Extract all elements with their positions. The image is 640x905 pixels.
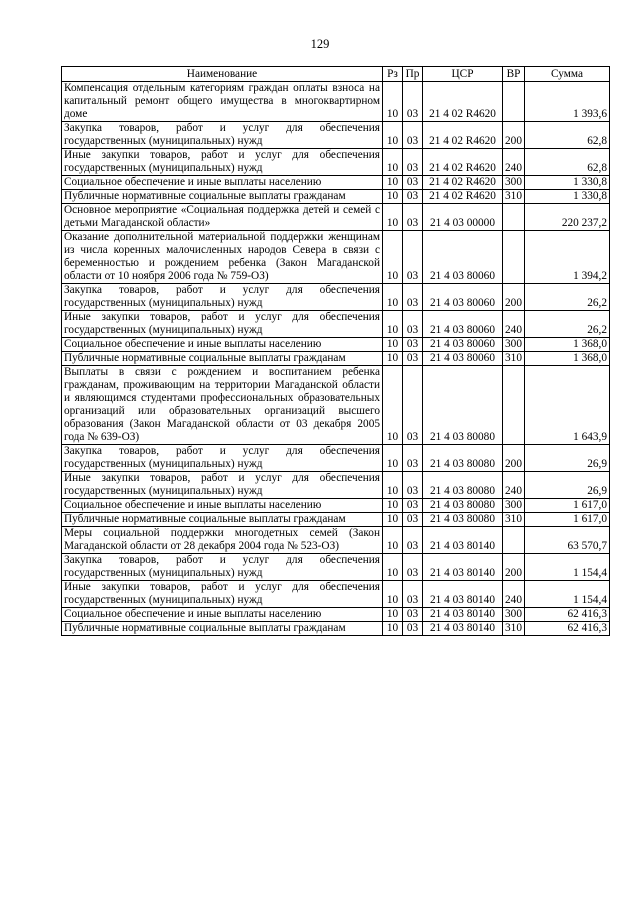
cell-name: Основное мероприятие «Социальная поддержка детей и семей с детьми Магаданской области» xyxy=(62,204,383,231)
cell-name: Социальное обеспечение и иные выплаты населению xyxy=(62,176,383,190)
cell-csr: 21 4 03 80060 xyxy=(423,338,503,352)
table-row xyxy=(62,554,610,581)
cell-name: Иные закупки товаров, работ и услуг для обеспечения государственных (муниципальных) нужд xyxy=(62,311,383,338)
cell-name: Социальное обеспечение и иные выплаты населению xyxy=(62,608,383,622)
cell-pr: 03 xyxy=(403,445,423,472)
cell-name: Закупка товаров, работ и услуг для обеспечения государственных (муниципальных) нужд xyxy=(62,445,383,472)
budget-table xyxy=(61,66,610,636)
cell-sum: 1 154,4 xyxy=(525,581,610,608)
cell-csr: 21 4 02 R4620 xyxy=(423,176,503,190)
table-row xyxy=(62,445,610,472)
cell-csr: 21 4 02 R4620 xyxy=(423,82,503,122)
cell-rz: 10 xyxy=(383,472,403,499)
column-header-rz: Рз xyxy=(383,67,403,82)
page-number: 129 xyxy=(310,37,330,51)
cell-rz: 10 xyxy=(383,122,403,149)
cell-name: Закупка товаров, работ и услуг для обеспечения государственных (муниципальных) нужд xyxy=(62,554,383,581)
table-row xyxy=(62,284,610,311)
cell-vr: 310 xyxy=(503,352,525,366)
cell-pr: 03 xyxy=(403,527,423,554)
table-row xyxy=(62,311,610,338)
cell-name: Иные закупки товаров, работ и услуг для обеспечения государственных (муниципальных) нужд xyxy=(62,149,383,176)
cell-pr: 03 xyxy=(403,190,423,204)
cell-sum: 1 368,0 xyxy=(525,338,610,352)
table-row xyxy=(62,366,610,445)
table-row xyxy=(62,472,610,499)
cell-csr: 21 4 03 80140 xyxy=(423,622,503,636)
cell-pr: 03 xyxy=(403,499,423,513)
cell-vr xyxy=(503,527,525,554)
table-header-row xyxy=(62,67,610,82)
cell-pr: 03 xyxy=(403,311,423,338)
cell-vr: 300 xyxy=(503,176,525,190)
cell-name: Публичные нормативные социальные выплаты гражданам xyxy=(62,513,383,527)
cell-sum: 62 416,3 xyxy=(525,608,610,622)
cell-csr: 21 4 03 80060 xyxy=(423,231,503,284)
table-row xyxy=(62,190,610,204)
cell-pr: 03 xyxy=(403,82,423,122)
cell-rz: 10 xyxy=(383,527,403,554)
cell-pr: 03 xyxy=(403,622,423,636)
cell-rz: 10 xyxy=(383,338,403,352)
column-header-vr: ВР xyxy=(503,67,525,82)
cell-rz: 10 xyxy=(383,581,403,608)
cell-vr: 200 xyxy=(503,122,525,149)
cell-pr: 03 xyxy=(403,352,423,366)
cell-vr xyxy=(503,82,525,122)
cell-sum: 1 368,0 xyxy=(525,352,610,366)
cell-sum: 26,2 xyxy=(525,284,610,311)
table-row xyxy=(62,149,610,176)
cell-name: Социальное обеспечение и иные выплаты населению xyxy=(62,499,383,513)
cell-vr: 200 xyxy=(503,284,525,311)
cell-name: Закупка товаров, работ и услуг для обеспечения государственных (муниципальных) нужд xyxy=(62,284,383,311)
table-row xyxy=(62,122,610,149)
cell-pr: 03 xyxy=(403,513,423,527)
table-row xyxy=(62,513,610,527)
cell-sum: 1 154,4 xyxy=(525,554,610,581)
cell-vr: 240 xyxy=(503,472,525,499)
cell-rz: 10 xyxy=(383,366,403,445)
table-row xyxy=(62,499,610,513)
table-row xyxy=(62,608,610,622)
table-row xyxy=(62,581,610,608)
cell-pr: 03 xyxy=(403,176,423,190)
table-row xyxy=(62,338,610,352)
cell-csr: 21 4 03 80080 xyxy=(423,472,503,499)
cell-pr: 03 xyxy=(403,204,423,231)
table-row xyxy=(62,231,610,284)
cell-vr xyxy=(503,204,525,231)
cell-vr xyxy=(503,231,525,284)
cell-vr: 310 xyxy=(503,513,525,527)
cell-vr: 300 xyxy=(503,338,525,352)
cell-vr: 300 xyxy=(503,499,525,513)
cell-pr: 03 xyxy=(403,581,423,608)
cell-pr: 03 xyxy=(403,338,423,352)
cell-sum: 62 416,3 xyxy=(525,622,610,636)
cell-csr: 21 4 03 80080 xyxy=(423,513,503,527)
cell-csr: 21 4 03 00000 xyxy=(423,204,503,231)
cell-rz: 10 xyxy=(383,445,403,472)
cell-sum: 26,9 xyxy=(525,472,610,499)
cell-vr: 300 xyxy=(503,608,525,622)
cell-rz: 10 xyxy=(383,176,403,190)
cell-vr xyxy=(503,366,525,445)
cell-name: Меры социальной поддержки многодетных семей (Закон Магаданской области от 28 декабря 2004 года № 523-ОЗ) xyxy=(62,527,383,554)
cell-name: Компенсация отдельным категориям граждан оплаты взноса на капитальный ремонт общего имущества в многоквартирном доме xyxy=(62,82,383,122)
table-row xyxy=(62,176,610,190)
cell-sum: 1 393,6 xyxy=(525,82,610,122)
cell-sum: 220 237,2 xyxy=(525,204,610,231)
cell-vr: 310 xyxy=(503,622,525,636)
cell-csr: 21 4 03 80060 xyxy=(423,311,503,338)
cell-rz: 10 xyxy=(383,622,403,636)
column-header-csr: ЦСР xyxy=(423,67,503,82)
table-row xyxy=(62,527,610,554)
cell-rz: 10 xyxy=(383,608,403,622)
cell-pr: 03 xyxy=(403,149,423,176)
cell-sum: 1 394,2 xyxy=(525,231,610,284)
cell-vr: 240 xyxy=(503,581,525,608)
cell-csr: 21 4 03 80140 xyxy=(423,608,503,622)
column-header-pr: Пр xyxy=(403,67,423,82)
cell-csr: 21 4 03 80140 xyxy=(423,581,503,608)
cell-name: Выплаты в связи с рождением и воспитанием ребенка гражданам, проживающим на территории Магаданской области и являющимся студентами профессиональных образовательных организаций или образовательных организаций высшего образования (Закон Магаданской области от 03 декабря 2005 года № 639-ОЗ) xyxy=(62,366,383,445)
column-header-sum: Сумма xyxy=(525,67,610,82)
cell-pr: 03 xyxy=(403,366,423,445)
table-row xyxy=(62,622,610,636)
cell-name: Иные закупки товаров, работ и услуг для обеспечения государственных (муниципальных) нужд xyxy=(62,472,383,499)
cell-rz: 10 xyxy=(383,513,403,527)
cell-sum: 26,9 xyxy=(525,445,610,472)
cell-vr: 240 xyxy=(503,149,525,176)
table-row xyxy=(62,82,610,122)
cell-sum: 62,8 xyxy=(525,149,610,176)
cell-vr: 310 xyxy=(503,190,525,204)
cell-sum: 1 643,9 xyxy=(525,366,610,445)
cell-vr: 240 xyxy=(503,311,525,338)
cell-name: Оказание дополнительной материальной поддержки женщинам из числа коренных малочисленных народов Севера в связи с беременностью и рождением ребенка (Закон Магаданской области от 10 ноября 2006 года № 759-ОЗ) xyxy=(62,231,383,284)
table-body xyxy=(62,82,610,636)
cell-csr: 21 4 03 80140 xyxy=(423,527,503,554)
cell-pr: 03 xyxy=(403,608,423,622)
cell-sum: 63 570,7 xyxy=(525,527,610,554)
cell-sum: 26,2 xyxy=(525,311,610,338)
cell-csr: 21 4 02 R4620 xyxy=(423,149,503,176)
cell-name: Публичные нормативные социальные выплаты гражданам xyxy=(62,352,383,366)
cell-name: Закупка товаров, работ и услуг для обеспечения государственных (муниципальных) нужд xyxy=(62,122,383,149)
cell-rz: 10 xyxy=(383,82,403,122)
cell-name: Публичные нормативные социальные выплаты гражданам xyxy=(62,622,383,636)
cell-csr: 21 4 02 R4620 xyxy=(423,122,503,149)
table-row xyxy=(62,204,610,231)
cell-rz: 10 xyxy=(383,499,403,513)
cell-rz: 10 xyxy=(383,204,403,231)
cell-csr: 21 4 03 80080 xyxy=(423,499,503,513)
cell-vr: 200 xyxy=(503,554,525,581)
cell-rz: 10 xyxy=(383,149,403,176)
cell-rz: 10 xyxy=(383,231,403,284)
cell-vr: 200 xyxy=(503,445,525,472)
cell-sum: 1 617,0 xyxy=(525,513,610,527)
cell-csr: 21 4 03 80140 xyxy=(423,554,503,581)
cell-pr: 03 xyxy=(403,231,423,284)
cell-rz: 10 xyxy=(383,352,403,366)
cell-csr: 21 4 03 80060 xyxy=(423,352,503,366)
column-header-name: Наименование xyxy=(62,67,383,82)
cell-name: Иные закупки товаров, работ и услуг для обеспечения государственных (муниципальных) нужд xyxy=(62,581,383,608)
cell-pr: 03 xyxy=(403,284,423,311)
cell-csr: 21 4 03 80080 xyxy=(423,366,503,445)
cell-sum: 1 330,8 xyxy=(525,190,610,204)
cell-csr: 21 4 03 80080 xyxy=(423,445,503,472)
cell-name: Социальное обеспечение и иные выплаты населению xyxy=(62,338,383,352)
cell-sum: 1 617,0 xyxy=(525,499,610,513)
cell-csr: 21 4 03 80060 xyxy=(423,284,503,311)
cell-rz: 10 xyxy=(383,190,403,204)
cell-rz: 10 xyxy=(383,554,403,581)
cell-rz: 10 xyxy=(383,311,403,338)
cell-rz: 10 xyxy=(383,284,403,311)
cell-sum: 1 330,8 xyxy=(525,176,610,190)
table-row xyxy=(62,352,610,366)
cell-pr: 03 xyxy=(403,554,423,581)
cell-name: Публичные нормативные социальные выплаты гражданам xyxy=(62,190,383,204)
cell-pr: 03 xyxy=(403,122,423,149)
cell-pr: 03 xyxy=(403,472,423,499)
cell-sum: 62,8 xyxy=(525,122,610,149)
cell-csr: 21 4 02 R4620 xyxy=(423,190,503,204)
